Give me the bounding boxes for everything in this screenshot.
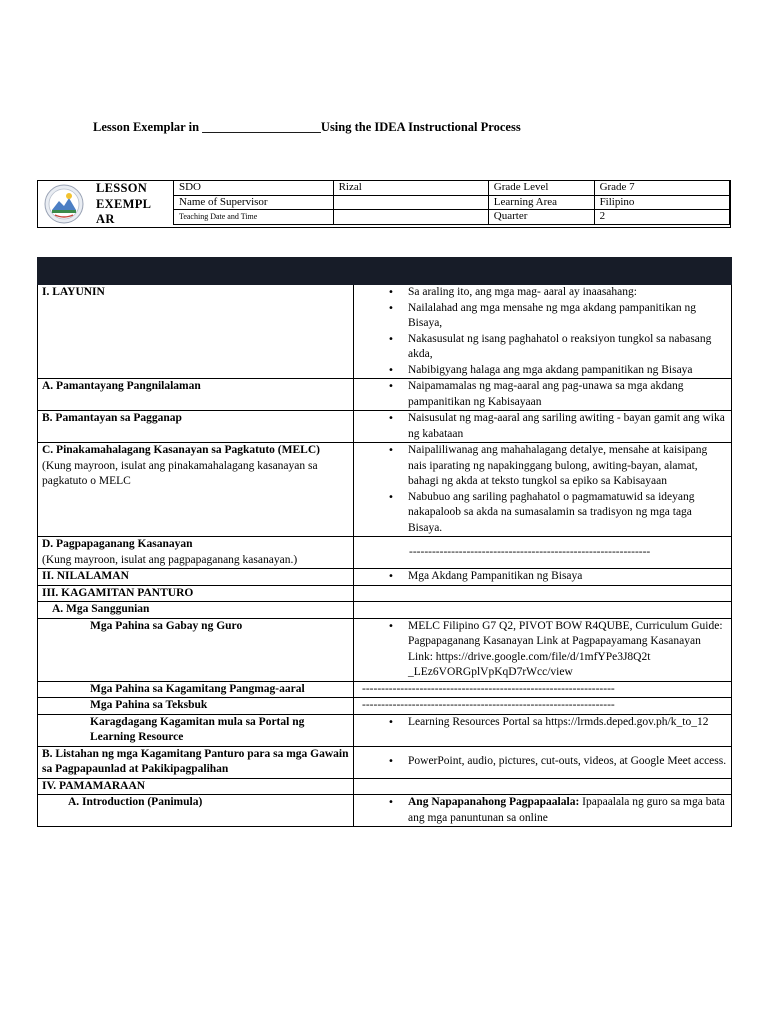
row-content: ------------------------------------------------------------------ [354, 681, 732, 698]
list-item: • Mga Akdang Pampanitikan ng Bisaya [408, 569, 727, 585]
row-label: Karagdagang Kagamitan mula sa Portal ng Learning Resource [38, 714, 354, 746]
row-label: A. Pamantayang Pangnilalaman [38, 379, 354, 411]
row-label-bold: D. Pagpapaganang Kasanayan [42, 538, 193, 550]
grade-level-label: Grade Level [488, 181, 594, 196]
supervisor-label: Name of Supervisor [174, 195, 334, 210]
row-content [354, 778, 732, 795]
row-content [354, 379, 732, 411]
list-item-text: Ipapaalala ng guro sa mga bata ang mga panuntunan sa online [408, 796, 725, 824]
row-content [354, 411, 732, 443]
row-label-note: (Kung mayroon, isulat ang pinakamahalagang kasanayan sa pagkatuto o MELC [42, 459, 318, 487]
row-content [354, 795, 732, 827]
row-content: ------------------------------------------------------------------ [354, 698, 732, 715]
row-label: Mga Pahina sa Teksbuk [38, 698, 354, 715]
row-content [354, 585, 732, 602]
table-row [38, 602, 732, 619]
table-row [38, 379, 732, 411]
table-row [38, 411, 732, 443]
table-row [38, 569, 732, 586]
page-title: Lesson Exemplar in ___________________Using the IDEA Instructional Process [93, 120, 521, 134]
lesson-exemplar-label: LESSON EXEMPL AR [96, 181, 151, 226]
row-label: Mga Pahina sa Gabay ng Guro [38, 618, 354, 681]
row-label: III. KAGAMITAN PANTURO [38, 585, 354, 602]
row-label: II. NILALAMAN [38, 569, 354, 586]
row-label [38, 443, 354, 537]
sdo-label: SDO [174, 181, 334, 196]
grade-level-value: Grade 7 [594, 181, 729, 196]
table-row [38, 778, 732, 795]
list-item [408, 795, 727, 826]
list-item: • Nabubuo ang sariling paghahatol o pagmamatuwid sa ideyang nakapaloob sa akda na sumasalamin sa tradisyon ng mga taga Bisaya. [408, 490, 727, 537]
row-label: I. LAYUNIN [38, 285, 354, 379]
row-label: B. Pamantayan sa Pagganap [38, 411, 354, 443]
header-cell-left [38, 258, 354, 285]
table-row [38, 537, 732, 569]
list-item-bold: Ang Napapanahong Pagpapaalala: [408, 796, 580, 808]
row-content [354, 285, 732, 379]
list-item: • Nabibigyang halaga ang mga akdang pampanitikan ng Bisaya [408, 363, 727, 379]
row-content [354, 443, 732, 537]
row-content [354, 602, 732, 619]
table-row [38, 795, 732, 827]
list-item: • Nakasusulat ng isang paghahatol o reaksiyon tungkol sa nabasang akda, [408, 332, 727, 363]
header-cell-right [354, 258, 732, 285]
list-item: • Naipamamalas ng mag-aaral ang pag-unawa sa mga akdang pampanitikan ng Kabisayaan [408, 379, 727, 410]
supervisor-value [333, 195, 488, 210]
table-row [38, 285, 732, 379]
row-label-bold: C. Pinakamahalagang Kasanayan sa Pagkatuto (MELC) [42, 444, 320, 456]
table-header-row [38, 258, 732, 285]
table-row [38, 618, 732, 681]
quarter-label: Quarter [488, 210, 594, 225]
table-row [38, 443, 732, 537]
list-item: • PowerPoint, audio, pictures, cut-outs, videos, at Google Meet access. [408, 754, 727, 770]
row-content: --------------------------------------------------------------- [354, 537, 732, 569]
list-item: • Naisusulat ng mag-aaral ang sariling awiting - bayan gamit ang wika ng kabataan [408, 411, 727, 442]
table-row [38, 585, 732, 602]
row-content [354, 618, 732, 681]
list-item: • Learning Resources Portal sa https://lrmds.deped.gov.ph/k_to_12 [408, 715, 727, 731]
row-label: A. Introduction (Panimula) [38, 795, 354, 827]
lesson-header-box [37, 180, 731, 228]
learning-area-value: Filipino [594, 195, 729, 210]
table-row [38, 714, 732, 746]
list-item: • Naipaliliwanag ang mahahalagang detalye, mensahe at kaisipang nais iparating ng napakinggang bulong, awiting-bayan, alamat, bahagi ng akda at teksto tungkol sa epiko sa Kabisayaan [408, 443, 727, 490]
deped-seal-icon [44, 184, 84, 224]
row-label-note: (Kung mayroon, isulat ang pagpapaganang kasanayan.) [42, 553, 298, 566]
lesson-info-table [173, 180, 730, 225]
list-item: • Sa araling ito, ang mga mag- aaral ay inaasahang: [408, 285, 727, 301]
row-label [38, 537, 354, 569]
list-item: • Nailalahad ang mga mensahe ng mga akdang pampanitikan ng Bisaya, [408, 301, 727, 332]
table-row [38, 746, 732, 778]
row-content [354, 569, 732, 586]
row-label: B. Listahan ng mga Kagamitang Panturo para sa mga Gawain sa Pagpapaunlad at Pakikipagpalihan [38, 746, 354, 778]
row-content [354, 714, 732, 746]
row-content [354, 746, 732, 778]
teaching-date-label: Teaching Date and Time [174, 210, 334, 225]
teaching-date-value [333, 210, 488, 225]
quarter-value: 2 [594, 210, 729, 225]
table-row [38, 681, 732, 698]
row-label: Mga Pahina sa Kagamitang Pangmag-aaral [38, 681, 354, 698]
row-label: A. Mga Sanggunian [38, 602, 354, 619]
row-label: IV. PAMAMARAAN [38, 778, 354, 795]
table-row [38, 698, 732, 715]
learning-area-label: Learning Area [488, 195, 594, 210]
lesson-plan-table [37, 257, 732, 827]
list-item: • MELC Filipino G7 Q2, PIVOT BOW R4QUBE, Curriculum Guide: Pagpapaganang Kasanayan Link at Pagpapayamang Kasanayan Link: https://drive.google.com/file/d/1mfYPe3J8Q2t _LEz6VORGplVpKqD7rWcc/view [408, 619, 727, 681]
sdo-value: Rizal [333, 181, 488, 196]
